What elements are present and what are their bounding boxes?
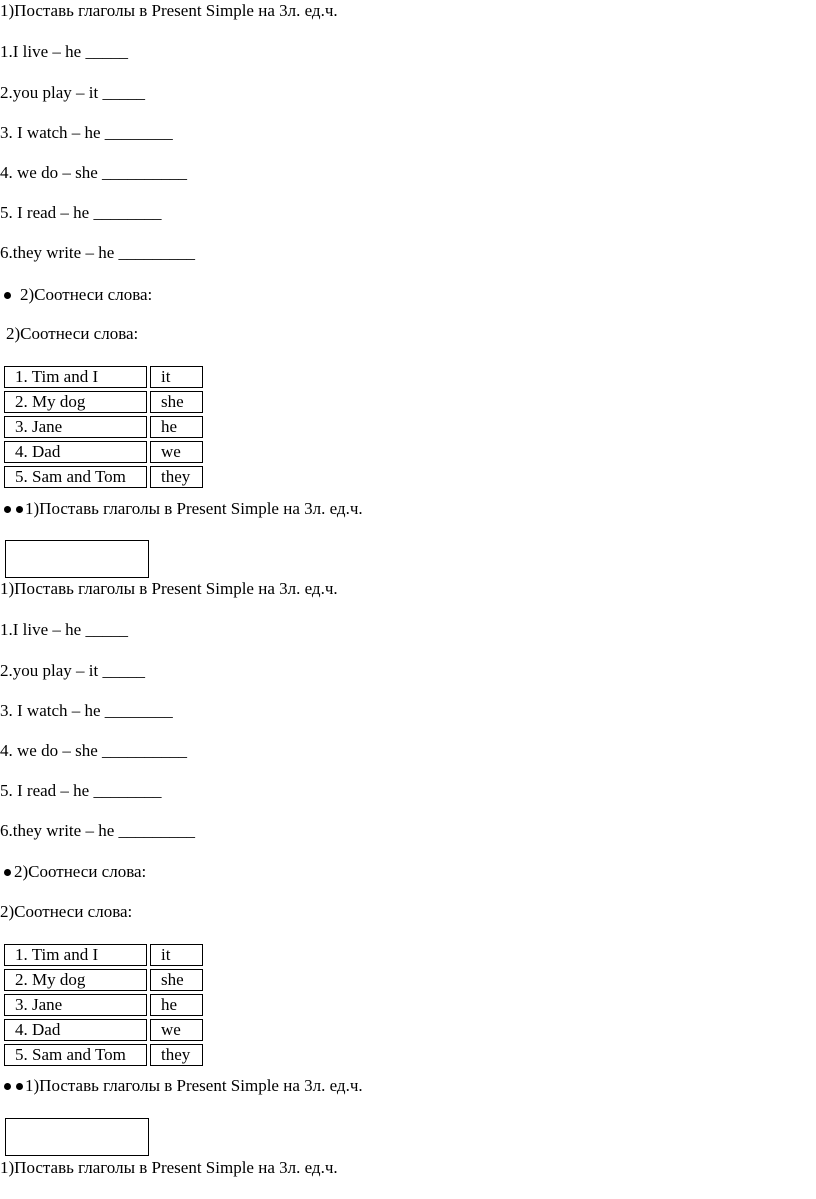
section2-item-3: 3. I watch – he ________ <box>0 701 173 720</box>
table-cell: they <box>150 466 203 488</box>
section1-item-6: 6.they write – he _________ <box>0 243 195 262</box>
table-cell: he <box>150 994 203 1016</box>
section2-plain-heading: 2)Соотнеси слова: <box>0 902 133 921</box>
section2-item-4: 4. we do – she __________ <box>0 741 187 760</box>
section2-item-5: 5. I read – he ________ <box>0 781 162 800</box>
section1-item-3: 3. I watch – he ________ <box>0 123 173 142</box>
table-row <box>4 1044 203 1066</box>
section1-plain-heading: 2)Соотнеси слова: <box>6 324 139 343</box>
table-row <box>4 416 203 438</box>
table-row <box>4 466 203 488</box>
bullet-icon <box>4 1083 11 1090</box>
table-cell: 4. Dad <box>4 441 147 463</box>
table-row <box>4 969 203 991</box>
table-cell: we <box>150 1019 203 1041</box>
section1-item-5: 5. I read – he ________ <box>0 203 162 222</box>
table-cell: 4. Dad <box>4 1019 147 1041</box>
bullet-icon <box>4 869 11 876</box>
section2-match-table <box>1 941 206 1069</box>
table-cell: 2. My dog <box>4 969 147 991</box>
section2-double-bullet-heading: 1)Поставь глаголы в Present Simple на 3л. ед.ч. <box>25 1076 363 1095</box>
table-cell: we <box>150 441 203 463</box>
section1-item-1: 1.I live – he _____ <box>0 42 128 61</box>
bullet-icon <box>4 292 11 299</box>
table-cell: 1. Tim and I <box>4 366 147 388</box>
section2-bullet-heading: 2)Соотнеси слова: <box>14 862 147 881</box>
table-cell: he <box>150 416 203 438</box>
section1-item-4: 4. we do – she __________ <box>0 163 187 182</box>
table-cell: it <box>150 366 203 388</box>
section2-item-6: 6.they write – he _________ <box>0 821 195 840</box>
section1-bullet-heading: 2)Соотнеси слова: <box>20 285 153 304</box>
section1-double-bullet-heading: 1)Поставь глаголы в Present Simple на 3л. ед.ч. <box>25 499 363 518</box>
table-row <box>4 441 203 463</box>
section1-match-table <box>1 363 206 491</box>
table-cell: they <box>150 1044 203 1066</box>
empty-frame <box>5 540 149 578</box>
bullet-icon <box>16 1083 23 1090</box>
table-cell: 3. Jane <box>4 416 147 438</box>
table-cell: 2. My dog <box>4 391 147 413</box>
table-cell: 5. Sam and Tom <box>4 1044 147 1066</box>
section2-item-1: 1.I live – he _____ <box>0 620 128 639</box>
table-cell: 5. Sam and Tom <box>4 466 147 488</box>
section2-heading: 1)Поставь глаголы в Present Simple на 3л. ед.ч. <box>0 579 338 598</box>
bullet-icon <box>4 506 11 513</box>
table-row <box>4 1019 203 1041</box>
section1-item-2: 2.you play – it _____ <box>0 83 145 102</box>
table-cell: 3. Jane <box>4 994 147 1016</box>
section1-heading: 1)Поставь глаголы в Present Simple на 3л. ед.ч. <box>0 1 338 20</box>
table-cell: it <box>150 944 203 966</box>
table-row <box>4 944 203 966</box>
table-row <box>4 366 203 388</box>
table-cell: she <box>150 969 203 991</box>
bullet-icon <box>16 506 23 513</box>
section2-item-2: 2.you play – it _____ <box>0 661 145 680</box>
table-cell: she <box>150 391 203 413</box>
footer-heading: 1)Поставь глаголы в Present Simple на 3л. ед.ч. <box>0 1158 338 1177</box>
table-cell: 1. Tim and I <box>4 944 147 966</box>
table-row <box>4 391 203 413</box>
empty-frame <box>5 1118 149 1156</box>
table-row <box>4 994 203 1016</box>
